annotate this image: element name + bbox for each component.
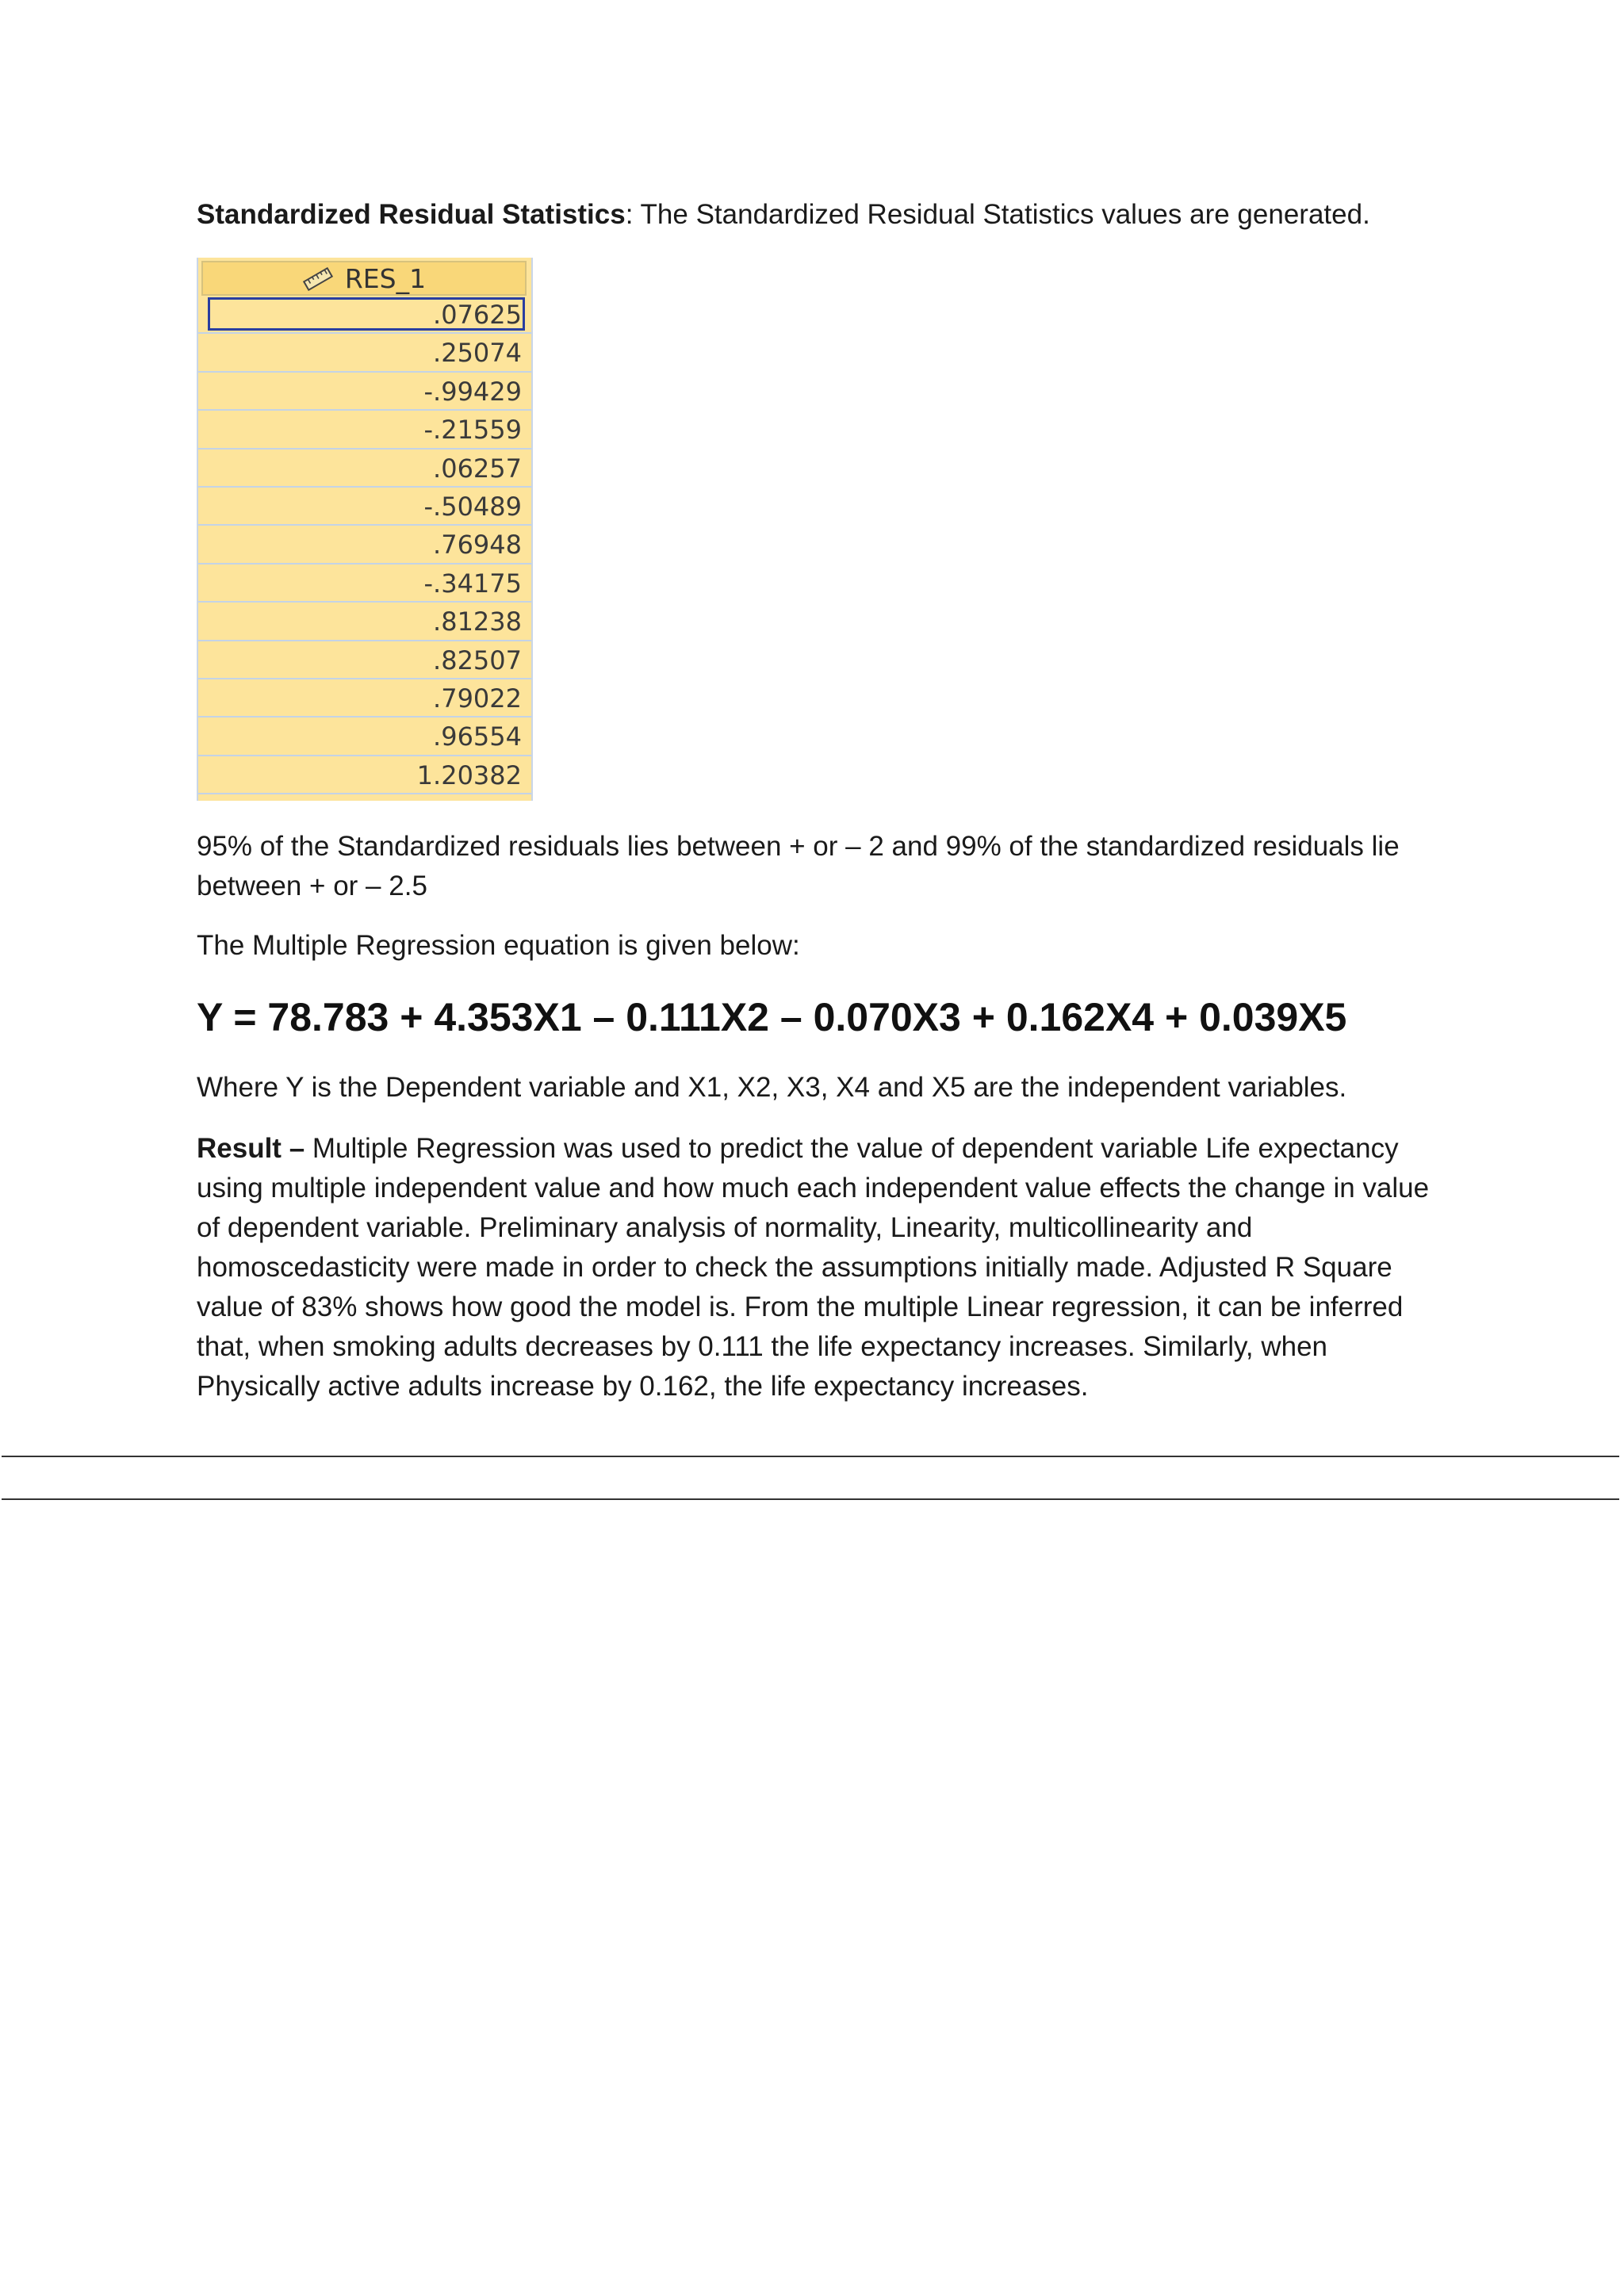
residual-cell[interactable]: .07625 <box>198 296 531 334</box>
residual-cell[interactable]: -.50489 <box>198 488 531 526</box>
residual-cell[interactable]: .81238 <box>198 603 531 641</box>
residuals-header-label: RES_1 <box>344 262 427 294</box>
residuals-table <box>197 258 533 801</box>
equation-intro-paragraph: The Multiple Regression equation is given below: <box>197 930 800 961</box>
residual-cell[interactable]: .76948 <box>198 526 531 564</box>
horizontal-divider <box>2 1498 1619 1500</box>
intro-heading: Standardized Residual Statistics <box>197 199 626 230</box>
residual-cell[interactable]: -.99429 <box>198 373 531 411</box>
residual-cell[interactable]: .79022 <box>198 679 531 718</box>
residual-cell[interactable]: .25074 <box>198 334 531 372</box>
residual-cell[interactable]: .06257 <box>198 450 531 488</box>
residual-cell[interactable]: -.34175 <box>198 564 531 603</box>
range-note-paragraph: 95% of the Standardized residuals lies between + or – 2 and 99% of the standardized residuals lie between + or – 2.5 <box>197 831 1400 901</box>
residuals-column-header[interactable] <box>201 261 527 296</box>
result-text: Multiple Regression was used to predict the value of dependent variable Life expectancy using multiple independent value and how much each independent value effects the change in value of dependent variable. Preliminary analysis of normality, Linearity, multicollinearity and homoscedasticity were made in order to check the assumptions initially made. Adjusted R Square value of 83% shows how good the model is. From the multiple Linear regression, it can be inferred that, when smoking adults decreases by 0.111 the life expectancy increases. Similarly, when Physically active adults increase by 0.162, the life expectancy increases. <box>197 1133 1430 1402</box>
residual-cell[interactable]: 1.20382 <box>198 756 531 794</box>
intro-paragraph <box>197 195 1434 235</box>
residual-cell[interactable]: .96554 <box>198 718 531 756</box>
result-label: Result – <box>197 1133 305 1164</box>
result-paragraph <box>197 1129 1434 1406</box>
residuals-rows <box>198 296 531 794</box>
residual-cell[interactable]: .82507 <box>198 641 531 679</box>
ruler-icon <box>302 266 334 290</box>
residual-cell[interactable]: -.21559 <box>198 411 531 449</box>
regression-equation: Y = 78.783 + 4.353X1 – 0.111X2 – 0.070X3 + 0.162X4 + 0.039X5 <box>197 995 1347 1039</box>
intro-text: : The Standardized Residual Statistics values are generated. <box>625 199 1370 230</box>
variables-note-paragraph: Where Y is the Dependent variable and X1, X2, X3, X4 and X5 are the independent variables. <box>197 1072 1347 1103</box>
horizontal-divider <box>2 1456 1619 1457</box>
